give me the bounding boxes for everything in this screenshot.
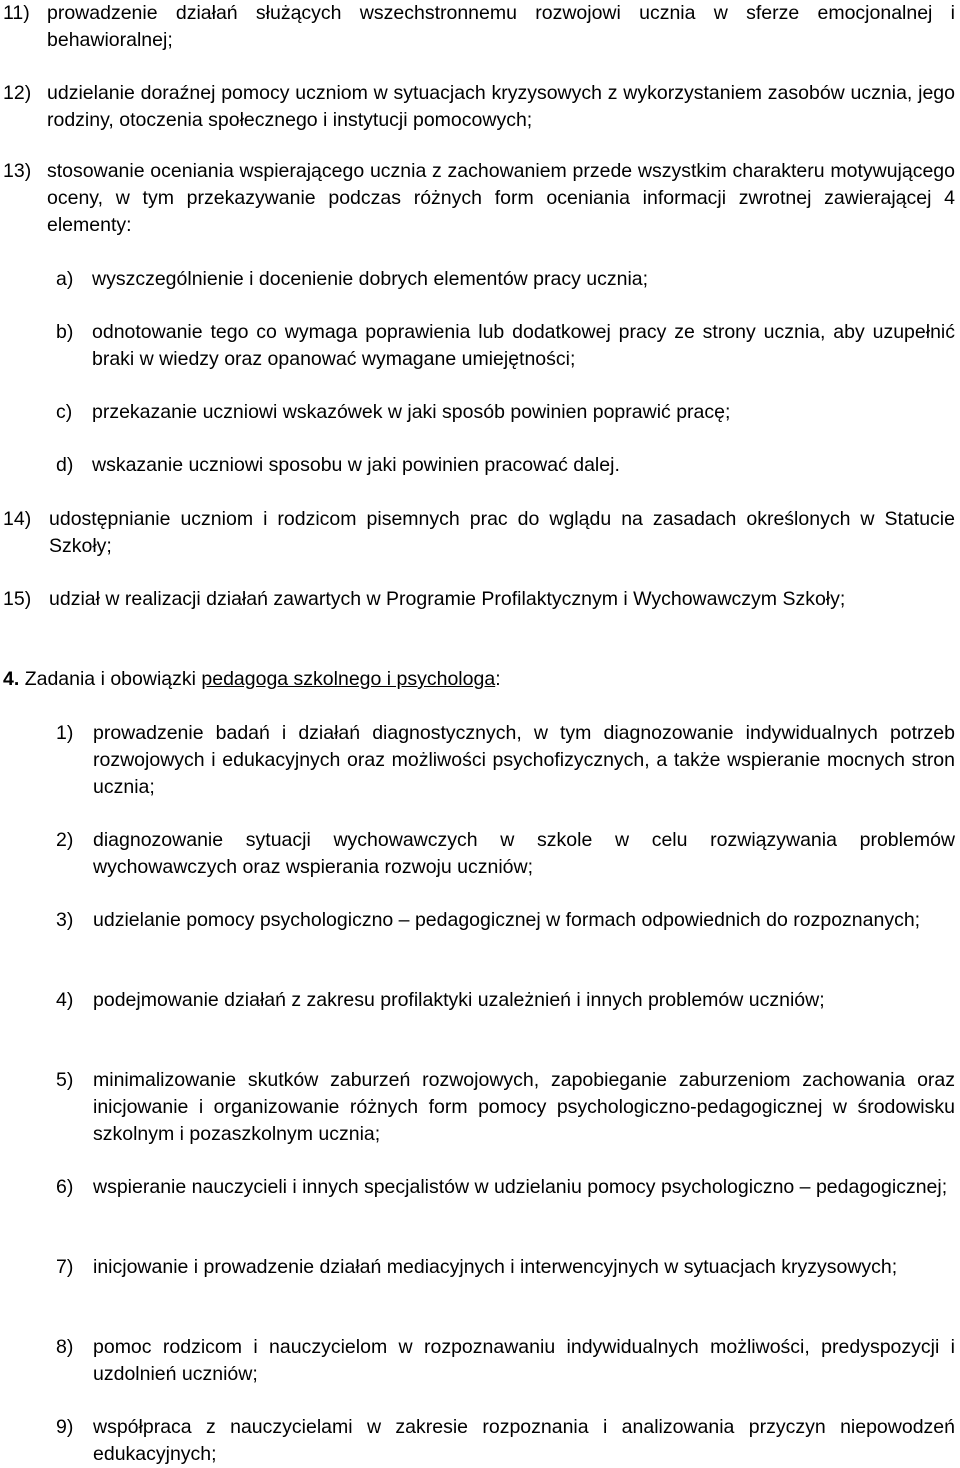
- sub-list-item-text: wskazanie uczniowi sposobu w jaki powinien pracować dalej.: [92, 454, 620, 476]
- section-list-item-number: 5): [56, 1069, 74, 1091]
- section-list-item: [56, 1254, 955, 1281]
- section-list-item: [56, 1334, 955, 1388]
- sub-list-item-letter: c): [56, 401, 73, 423]
- list-item-number: 15): [3, 588, 32, 610]
- section-list-item-text: diagnozowanie sytuacji wychowawczych w szkole w celu rozwiązywania problemów wychowawczych oraz wspierania rozwoju uczniów;: [93, 829, 955, 878]
- section-list-item-text: inicjowanie i prowadzenie działań mediacyjnych i interwencyjnych w sytuacjach kryzysowych;: [93, 1256, 898, 1278]
- list-item-number: 12): [3, 82, 32, 104]
- sub-list-item: [56, 319, 955, 373]
- section-list-item-text: minimalizowanie skutków zaburzeń rozwojowych, zapobieganie zaburzeniom zachowania oraz inicjowanie i organizowanie różnych form pomocy psychologiczno-pedagogicznej w środowisku szkolnym i pozaszkolnym ucznia;: [93, 1069, 955, 1145]
- sub-list-item: [56, 452, 955, 479]
- section-heading: [3, 666, 955, 693]
- list-item-text: udzielanie doraźnej pomocy uczniom w sytuacjach kryzysowych z wykorzystaniem zasobów ucznia, jego rodziny, otoczenia społecznego i instytucji pomocowych;: [47, 82, 955, 131]
- section-list-item-number: 4): [56, 989, 74, 1011]
- section-list-item-text: udzielanie pomocy psychologiczno – pedagogicznej w formach odpowiednich do rozpoznanych;: [93, 909, 921, 931]
- list-item: [3, 0, 955, 54]
- section-list-item: [56, 1414, 955, 1468]
- section-list-item-number: 8): [56, 1336, 74, 1358]
- section-list-item: [56, 1067, 955, 1148]
- section-list-item-number: 3): [56, 909, 74, 931]
- section-list-item-number: 9): [56, 1416, 74, 1438]
- section-number: 4.: [3, 668, 20, 690]
- section-list-item-number: 2): [56, 829, 74, 851]
- section-list-item: [56, 827, 955, 881]
- list-item: [3, 586, 955, 613]
- sub-list-item: [56, 266, 955, 293]
- list-item-number: 13): [3, 160, 32, 182]
- list-item: [3, 506, 955, 560]
- section-list-item-text: współpraca z nauczycielami w zakresie rozpoznania i analizowania przyczyn niepowodzeń edukacyjnych;: [93, 1416, 955, 1465]
- sub-list-item-letter: d): [56, 454, 74, 476]
- sub-list-item-letter: b): [56, 321, 74, 343]
- list-item-number: 11): [3, 2, 30, 24]
- list-item: [3, 158, 955, 239]
- section-heading-suffix: :: [495, 668, 501, 690]
- list-item-text: stosowanie oceniania wspierającego ucznia z zachowaniem przede wszystkim charakteru motywującego oceny, w tym przekazywanie podczas różnych form oceniania informacji zwrotnej zawierającej 4 elementy:: [47, 160, 955, 236]
- list-item-text: udział w realizacji działań zawartych w Programie Profilaktycznym i Wychowawczym Szkoły;: [49, 588, 846, 610]
- list-item-number: 14): [3, 508, 32, 530]
- section-heading-underlined: pedagoga szkolnego i psychologa: [201, 668, 496, 690]
- section-list-item: [56, 720, 955, 801]
- section-list-item: [56, 987, 955, 1014]
- sub-list-item-text: odnotowanie tego co wymaga poprawienia lub dodatkowej pracy ze strony ucznia, aby uzupełnić braki w wiedzy oraz opanować wymagane umiejętności;: [92, 321, 955, 370]
- section-list-item-number: 1): [56, 722, 74, 744]
- section-list-item: [56, 907, 955, 934]
- section-list-item-text: pomoc rodzicom i nauczycielom w rozpoznawaniu indywidualnych możliwości, predyspozycji i uzdolnień uczniów;: [93, 1336, 955, 1385]
- section-list-item-text: podejmowanie działań z zakresu profilaktyki uzależnień i innych problemów uczniów;: [93, 989, 825, 1011]
- section-list-item-number: 6): [56, 1176, 74, 1198]
- section-list-item: [56, 1174, 955, 1201]
- sub-list-item: [56, 399, 955, 426]
- sub-list-item-text: przekazanie uczniowi wskazówek w jaki sposób powinien poprawić pracę;: [92, 401, 731, 423]
- section-list-item-number: 7): [56, 1256, 74, 1278]
- list-item-text: udostępnianie uczniom i rodzicom pisemnych prac do wglądu na zasadach określonych w Statucie Szkoły;: [49, 508, 955, 557]
- section-heading-prefix: Zadania i obowiązki: [24, 668, 196, 690]
- sub-list-item-letter: a): [56, 268, 74, 290]
- section-list-item-text: wspieranie nauczycieli i innych specjalistów w udzielaniu pomocy psychologiczno – pedagogicznej;: [93, 1176, 948, 1198]
- sub-list-item-text: wyszczególnienie i docenienie dobrych elementów pracy ucznia;: [92, 268, 649, 290]
- list-item: [3, 80, 955, 134]
- section-list-item-text: prowadzenie badań i działań diagnostycznych, w tym diagnozowanie indywidualnych potrzeb rozwojowych i edukacyjnych oraz możliwości psychofizycznych, a także wspieranie mocnych stron ucznia;: [93, 722, 955, 798]
- list-item-text: prowadzenie działań służących wszechstronnemu rozwojowi ucznia w sferze emocjonalnej i behawioralnej;: [47, 2, 955, 51]
